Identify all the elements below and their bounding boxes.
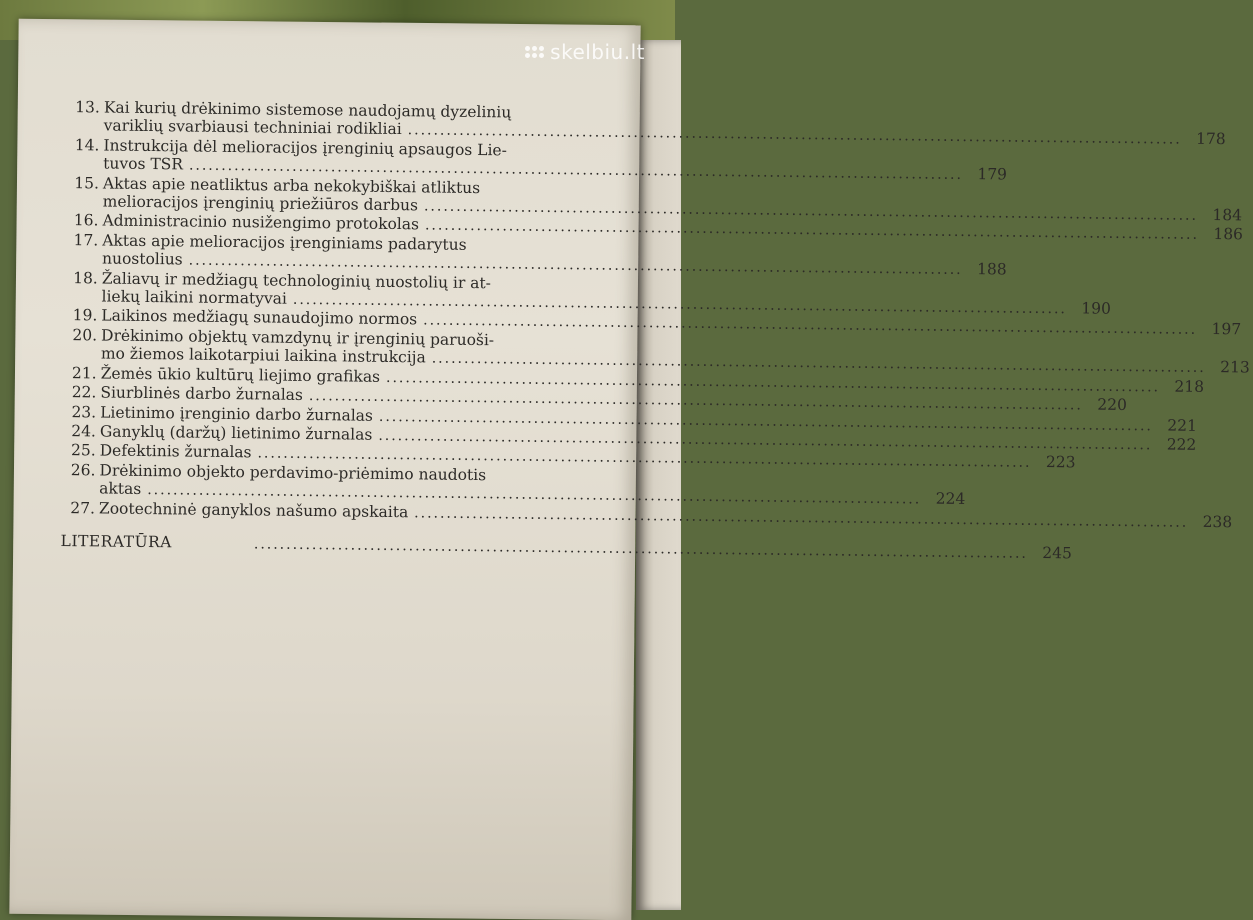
- watermark: [525, 40, 645, 64]
- entry-page-number: 213: [1220, 358, 1250, 377]
- leader-dots: [414, 504, 1188, 532]
- entry-page-number: 179: [977, 165, 1008, 184]
- entry-title-line: tuvos TSR: [103, 154, 184, 174]
- entry-page-number: 224: [935, 489, 966, 509]
- entry-title-line: Žemės ūkio kultūrų liejimo grafikas: [100, 364, 381, 386]
- entry-number: 23.: [71, 402, 97, 421]
- entry-number: 17.: [73, 230, 99, 250]
- entry-number: 27.: [70, 498, 96, 517]
- entry-number: 13.: [75, 98, 100, 117]
- entry-title-line: Aktas apie melioracijos įrenginiams padarytus: [102, 231, 467, 254]
- entry-title-line: Defektinis žurnalas: [99, 441, 252, 462]
- entry-title-line: liekų laikini normatyvai: [101, 287, 288, 308]
- entry-title-line: Drėkinimo objekto perdavimo-priėmimo naudotis: [99, 461, 487, 484]
- entry-title-line: melioracijos įrenginių priežiūros darbus: [102, 192, 419, 215]
- entry-number: 19.: [72, 306, 98, 325]
- entry-title-line: Žaliavų ir medžiagų technologinių nuostolių ir at-: [101, 269, 492, 292]
- entry-title-line: Instrukcija dėl melioracijos įrenginių apsaugos Lie-: [103, 136, 507, 160]
- entry-page-number: 197: [1211, 320, 1242, 339]
- entry-title-line: Kai kurių drėkinimo sistemose naudojamų dyzelinių: [103, 98, 512, 122]
- entry-number: 14.: [74, 135, 100, 155]
- entry-number: 20.: [72, 325, 98, 345]
- entry-page-number: 221: [1167, 415, 1198, 435]
- entry-page-number: 220: [1097, 395, 1127, 415]
- entry-number: 22.: [71, 383, 97, 402]
- entry-page-number: 223: [1045, 453, 1076, 472]
- entry-number: 16.: [73, 211, 99, 230]
- entry-page-number: 222: [1166, 435, 1197, 454]
- entry-page-number: 188: [976, 260, 1007, 279]
- entry-title-line: Siurblinės darbo žurnalas: [100, 383, 304, 405]
- table-of-contents: [60, 98, 1250, 563]
- entry-title-line: Zootechninė ganyklos našumo apskaita: [98, 498, 409, 521]
- literature-title: LITERATŪRA: [60, 531, 173, 552]
- entry-page-number: 238: [1202, 512, 1233, 531]
- entry-title-line: Administracinio nusižengimo protokolas: [102, 211, 420, 234]
- entry-title-line: Drėkinimo objektų vamzdynų ir įrenginių paruoši-: [100, 326, 495, 350]
- entry-page-number: 178: [1196, 130, 1226, 149]
- entry-number: 24.: [71, 421, 97, 441]
- literature-page: 245: [1042, 543, 1073, 563]
- entry-page-number: 190: [1081, 299, 1112, 318]
- entry-title-line: nuostolius: [101, 249, 183, 269]
- entry-title-line: Ganyklų (daržų) lietinimo žurnalas: [99, 422, 373, 444]
- entry-title-line: variklių svarbiausi techniniai rodikliai: [103, 116, 402, 139]
- entry-title-line: aktas: [99, 479, 142, 499]
- entry-title-line: Aktas apie neatliktus arba nekokybiškai atliktus: [102, 174, 481, 197]
- entry-number: 26.: [70, 460, 96, 480]
- watermark-text: skelbiu.lt: [550, 40, 645, 64]
- toc-entry: [64, 230, 1007, 279]
- entry-number: 21.: [71, 363, 97, 383]
- entry-page-number: 184: [1212, 206, 1243, 225]
- entry-number: 25.: [70, 441, 96, 460]
- entry-number: 15.: [74, 173, 100, 193]
- entry-title-line: Laikinos medžiagų sunaudojimo normos: [101, 306, 418, 329]
- entry-title-line: Lietinimo įrenginio darbo žurnalas: [100, 402, 374, 425]
- entry-number: 18.: [73, 268, 98, 288]
- entry-title-line: mo žiemos laikotarpiui laikina instrukcija: [100, 344, 426, 367]
- watermark-logo-icon: [525, 46, 544, 58]
- entry-page-number: 218: [1174, 377, 1205, 396]
- entry-page-number: 186: [1213, 225, 1244, 244]
